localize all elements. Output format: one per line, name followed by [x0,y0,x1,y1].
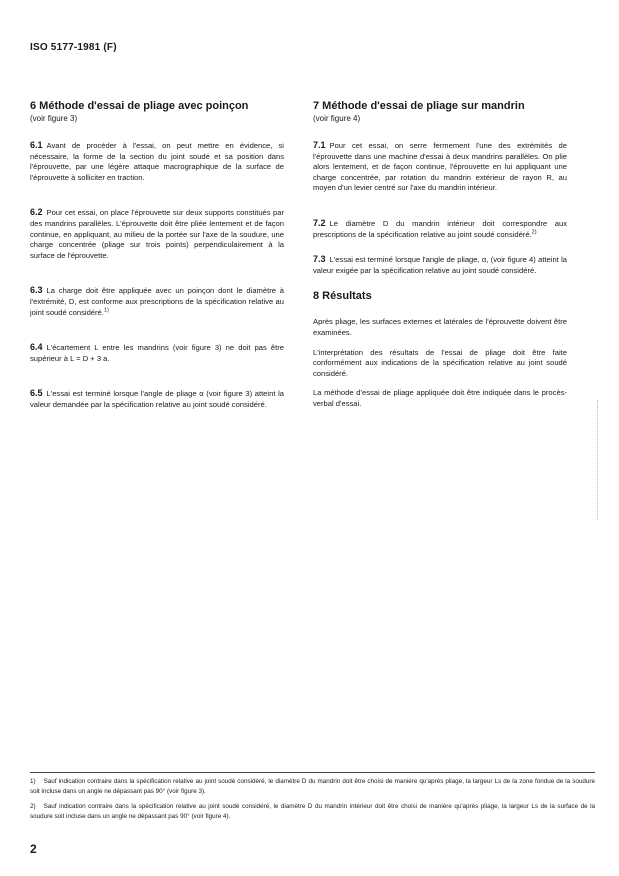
results-paragraph-1: Après pliage, les surfaces externes et latérales de l'éprouvette doivent être examinées. [313,317,567,337]
para-text: Le diamètre D du mandrin intérieur doit correspondre aux prescriptions de la spécification relative au joint soudé considéré. [313,218,567,239]
paragraph-6-2 [30,207,284,261]
paragraph-6-3 [30,285,284,318]
paragraph-7-2 [313,218,567,240]
para-text: L'essai est terminé lorsque l'angle de pliage α (voir figure 3) atteint la valeur demandée par la spécification relative au joint soudé considéré. [30,389,284,409]
para-number: 7.3 [313,254,326,265]
section-7-subtitle: (voir figure 4) [313,114,361,123]
footnote-number: 1) [30,778,36,785]
para-number: 6.1 [30,140,43,150]
section-6-subtitle: (voir figure 3) [30,114,78,123]
footnote-2 [30,802,595,822]
footnote-text: Sauf indication contraire dans la spécification relative au joint soudé considéré, le diamètre D du mandrin doit être choisi de manière qu'après pliage, la largeur Ls de la zone fondue de la soudure soit incluse dans un angle ne dépassant pas 90° (voir figure 3). [30,778,595,795]
para-text: L'écartement L entre les mandrins (voir figure 3) ne doit pas être supérieur à L = D + 3 a. [30,343,284,363]
para-number: 6.5 [30,388,43,399]
para-text: Pour cet essai, on serre fermement l'une des extrémités de l'éprouvette dans une machine d'essai à deux mandrins parallèles. On plie alors lentement, et de façon continue, l'éprouvette en lui appliquant une charge concentrée, par rotation du mandrin extérieur de rayon R, au moyen d'un levier centré sur l'axe du mandrin intérieur. [313,141,567,193]
para-number: 7.2 [313,217,326,228]
footnote-divider [30,772,595,773]
para-number: 7.1 [313,140,326,150]
para-number: 6.3 [30,285,43,296]
document-header: ISO 5177-1981 (F) [30,42,117,53]
footnote-number: 2) [30,803,36,810]
paragraph-7-1 [313,140,567,194]
footnote-1 [30,777,595,797]
section-6-title: 6 Méthode d'essai de pliage avec poinçon [30,100,249,112]
paragraph-7-3 [313,254,567,276]
paragraph-6-4 [30,342,284,364]
footnote-text: Sauf indication contraire dans la spécification relative au joint soudé considéré, le diamètre D du mandrin intérieur doit être choisi de manière qu'après pliage, la largeur Ls de la surface de la soudure soit incluse dans un angle ne dépassant pas 90° (voir figure 4). [30,803,595,820]
page-number: 2 [30,842,37,856]
para-text: Pour cet essai, on place l'éprouvette sur deux supports constitués par des mandrins parallèles. L'éprouvette doit être pliée lentement et de façon continue, en appliquant, au milieu de la portée sur l'axe de la soudure, une charge concentrée (pliage sur trois points) perpendiculairement à la surface de l'éprouvette. [30,208,284,260]
para-number: 6.2 [30,207,43,218]
paragraph-6-1 [30,140,284,183]
footnote-ref: 2) [531,229,537,236]
para-text: Avant de procéder à l'essai, on peut mettre en évidence, si nécessaire, la forme de la section du joint soudé et sa position dans l'éprouvette, par une légère attaque macrographique de la surface de l'éprouvette à solliciter en traction. [30,141,284,182]
footnote-ref: 1) [103,307,109,313]
para-number: 6.4 [30,342,43,353]
section-8-title: 8 Résultats [313,290,372,303]
left-column [30,100,284,411]
para-text: L'essai est terminé lorsque l'angle de pliage, α, (voir figure 4) atteint la valeur exigée par la spécification relative au joint soudé considéré. [313,255,567,275]
paragraph-6-5 [30,388,284,410]
results-paragraph-3: La méthode d'essai de pliage appliquée doit être indiquée dans le procès-verbal d'essai. [313,388,567,408]
para-text: La charge doit être appliquée avec un poinçon dont le diamètre à l'extrémité, D, est conforme aux prescriptions de la spécification relative au joint soudé considéré. [30,286,284,317]
right-column [313,100,567,410]
results-paragraph-2: L'interprétation des résultats de l'essai de pliage doit être faite conformément aux indications de la spécification relative au joint soudé considéré. [313,347,567,378]
section-7-title: 7 Méthode d'essai de pliage sur mandrin [313,100,525,112]
scan-edge-mark [597,400,599,520]
